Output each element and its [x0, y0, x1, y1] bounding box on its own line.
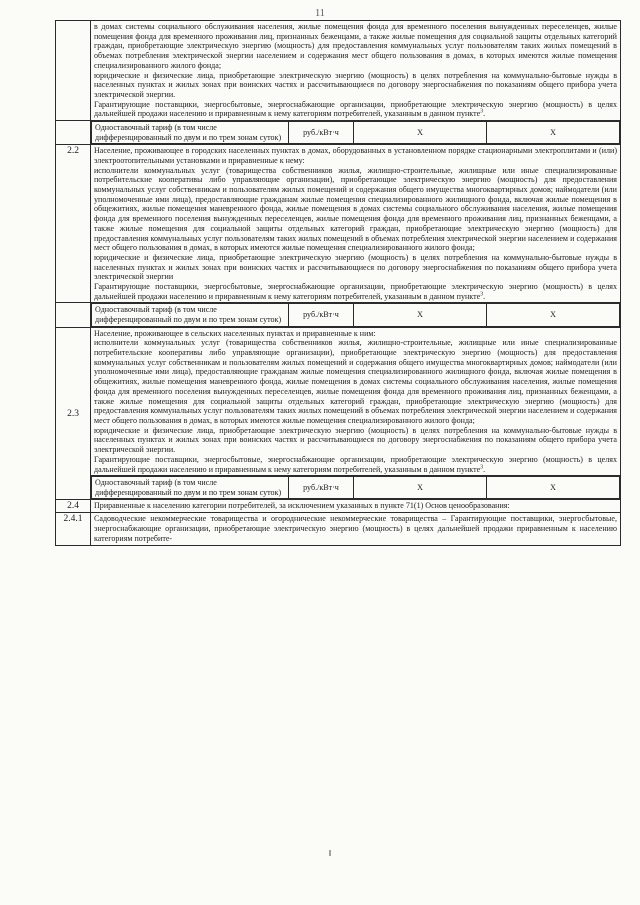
tariff-value-2: X: [487, 304, 620, 326]
tariff-value-2: X: [487, 477, 620, 499]
row-description: Садоводческие некоммерческие товарищества и огороднические некоммерческие товарищества – Гарантирующие поставщики, энергосбытовые, энергоснабжающие организации, приобретающие электрическую энергию (мощность) в целях дальнейшей продажи приравненным к населению категориям потребите-: [91, 513, 621, 545]
tariff-label: Одноставочный тариф (в том числе дифференцированный по двум и по трем зонам суток): [92, 304, 289, 326]
tariff-label: Одноставочный тариф (в том числе дифференцированный по двум и по трем зонам суток): [92, 477, 289, 499]
paragraph-text: Гарантирующие поставщики, энергосбытовые, энергоснабжающие организации, приобретающие электрическую энергию (мощность) в целях дальнейшей продажи населению и приравненным к нему категориям потребителей, указанным в данном пункте: [94, 454, 617, 474]
row-description: [91, 145, 621, 303]
tariff-unit: руб./кВт·ч: [289, 304, 354, 326]
tariff-value-1: X: [354, 477, 487, 499]
paragraph: юридические и физические лица, приобретающие электрическую энергию (мощность) в целях потребления на коммунально-бытовые нужды в населенных пунктах и жилых зонах при воинских частях и рассчитывающиеся по договору энергоснабжения по показаниям общего прибора учета электрической энергии: [94, 252, 617, 282]
tariff-value-1: X: [354, 122, 487, 144]
row-2-3: [56, 327, 621, 476]
row-number: 2.4: [56, 500, 91, 513]
row-description: [91, 327, 621, 476]
tariff-row: [56, 121, 621, 145]
row-continuation: [56, 21, 621, 121]
footnote-ref: 3: [480, 463, 484, 470]
tariff-value-2: X: [487, 122, 620, 144]
tariff-table: [55, 20, 621, 546]
paragraph: исполнители коммунальных услуг (товарищества собственников жилья, жилищно-строительные, жилищные или иные специализированные потребительские кооперативы либо управляющие организации), приобретающие электрическую энергию (мощность) для предоставления коммунальных услуг собственникам и пользователям жилых помещений и содержания общего имущества многоквартирных домов; наймодатели (или уполномоченные ими лица), предоставляющие гражданам жилые помещения специализированного жилищного фонда, включая жилые помещения в общежитиях, жилые помещения маневренного фонда, жилые помещения в домах системы социального обслуживания населения, жилые помещения фонда для временного поселения вынужденных переселенцев, жилые помещения фонда для временного проживания лиц, признанных беженцами, а также жилые помещения для социальной защиты отдельных категорий граждан, приобретающие электрическую энергию (мощность) для предоставления коммунальных услуг пользователям таких жилых помещений в объемах потребления электрической энергии населением и содержания мест общего пользования в домах, в которых имеются жилые помещения специализированного жилого фонда;: [94, 338, 617, 425]
row-number: 2.3: [56, 327, 91, 500]
paragraph: юридические и физические лица, приобретающие электрическую энергию (мощность) в целях потребления на коммунально-бытовые нужды в населенных пунктах и жилых зонах при воинских частях и рассчитывающиеся по договору энергоснабжения по показаниям общего прибора учета электрической энергии.: [94, 70, 617, 99]
tariff-value-1: X: [354, 304, 487, 326]
paragraph-text: Гарантирующие поставщики, энергосбытовые, энергоснабжающие организации, приобретающие электрическую энергию (мощность) в целях дальнейшей продажи населению и приравненным к нему категориям потребителей, указанным в данном пункте: [94, 99, 617, 119]
tariff-unit: руб./кВт·ч: [289, 122, 354, 144]
tariff-row: [56, 476, 621, 500]
paragraph: в домах системы социального обслуживания населения, жилые помещения фонда для временного поселения вынужденных переселенцев, жилые помещения фонда для временного проживания лиц, признанных беженцами, а также жилые помещения для социальной защиты отдельных категорий граждан, приобретающие электрическую энергию (мощность) для предоставления коммунальных услуг пользователям таких жилых помещений в объемах потребления электрической энергии населением и содержания мест общего пользования в домах, в которых имеются жилые помещения специализированного жилого фонда;: [94, 22, 617, 70]
footnote-ref: 3: [480, 291, 484, 298]
row-number: 2.2: [56, 145, 91, 303]
paragraph-text: Гарантирующие поставщики, энергосбытовые, энергоснабжающие организации, приобретающие электрическую энергию (мощность) в целях дальнейшей продажи населению и приравненным к нему категориям потребителей, указанным в данном пункте: [94, 282, 617, 301]
row-number: [56, 21, 91, 121]
paragraph: исполнители коммунальных услуг (товарищества собственников жилья, жилищно-строительные, жилищные или иные специализированные потребительские кооперативы либо управляющие организации), приобретающие электрическую энергию (мощность) для предоставления коммунальных услуг собственникам и пользователям жилых помещений и содержания общего имущества многоквартирных домов; наймодатели (или уполномоченные ими лица), предоставляющие гражданам жилые помещения специализированного жилищного фонда, включая жилые помещения в общежитиях, жилые помещения маневренного фонда, жилые помещения в домах системы социального обслуживания населения, жилые помещения фонда для временного поселения вынужденных переселенцев, жилые помещения фонда для временного проживания лиц, признанных беженцами, а также жилые помещения для социальной защиты отдельных категорий граждан, приобретающие электрическую энергию (мощность) для предоставления коммунальных услуг пользователям таких жилых помещений в объемах потребления электрической энергии населением и содержания мест общего пользования в домах, в которых имеются жилые помещения специализированного жилого фонда;: [94, 165, 617, 253]
row-2-2: [56, 145, 621, 303]
paragraph: Гарантирующие поставщики, энергосбытовые, энергоснабжающие организации, приобретающие электрическую энергию (мощность) в целях дальнейшей продажи населению и приравненным к нему категориям потребителей, указанным в данном пункте$^3$.: [94, 454, 617, 474]
row-description: [91, 21, 621, 121]
tariff-unit: руб./кВт·ч: [289, 477, 354, 499]
paragraph: Население, проживающее в городских населенных пунктах в домах, оборудованных в установленном порядке стационарными электроплитами и (или) электроотопительными установками и приравненные к нему:: [94, 146, 617, 165]
tariff-row: [56, 303, 621, 327]
tariff-label: Одноставочный тариф (в том числе дифференцированный по двум и по трем зонам суток): [92, 122, 289, 144]
row-2-4: [56, 500, 621, 513]
page-number: 11: [315, 8, 325, 19]
paragraph: Население, проживающее в сельских населенных пунктах и приравненные к ним:: [94, 328, 376, 338]
scan-mark: [329, 850, 331, 856]
row-number: 2.4.1: [56, 513, 91, 545]
footnote-ref: 3: [480, 108, 484, 115]
row-description: Приравненные к населению категории потребителей, за исключением указанных в пункте 71(1) Основ ценообразования:: [91, 500, 621, 513]
row-2-4-1: [56, 513, 621, 545]
tariff-document: [55, 20, 621, 546]
paragraph: Гарантирующие поставщики, энергосбытовые, энергоснабжающие организации, приобретающие электрическую энергию (мощность) в целях дальнейшей продажи населению и приравненным к нему категориям потребителей, указанным в данном пункте$^3$.: [94, 99, 617, 119]
paragraph: Гарантирующие поставщики, энергосбытовые, энергоснабжающие организации, приобретающие электрическую энергию (мощность) в целях дальнейшей продажи населению и приравненным к нему категориям потребителей, указанным в данном пункте$^3$.: [94, 282, 617, 301]
paragraph: юридические и физические лица, приобретающие электрическую энергию (мощность) в целях потребления на коммунально-бытовые нужды в населенных пунктах и жилых зонах при воинских частях и рассчитывающиеся по договору энергоснабжения по показаниям общего прибора учета электрической энергии.: [94, 425, 617, 455]
